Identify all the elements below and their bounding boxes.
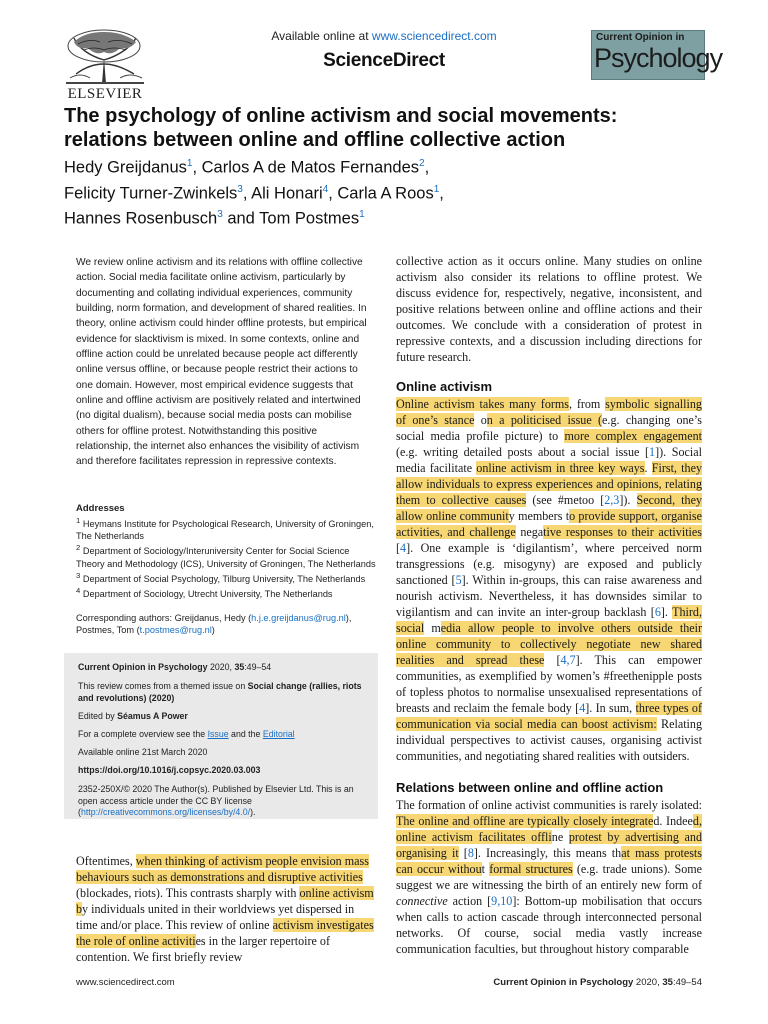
sciencedirect-title: ScienceDirect [323,50,445,71]
body-text: (see #metoo [ [526,493,605,507]
affiliation-mark[interactable]: 3 [237,183,243,195]
author-separator: , [192,158,202,177]
author-line-1 [64,153,724,179]
themed-issue [78,681,372,704]
body-text: ]. In sum, [585,701,636,715]
issue-link[interactable]: Issue [207,729,229,739]
corr-suffix: ) [211,625,215,636]
body-text: d. Indee [653,814,693,828]
journal-name: Current Opinion in Psychology [78,662,208,672]
body-text: y members t [508,509,570,523]
citation-link[interactable]: 8 [467,846,474,860]
citation-link[interactable]: 4,7 [560,653,576,667]
addresses-heading: Addresses [76,503,125,514]
highlighted-text: Second, they allow online communit [396,493,702,523]
body-text: y individuals united in their worldviews yet dispersed in time and/or place. This review of online [76,902,355,932]
footer-website[interactable]: www.sciencedirect.com [76,977,175,988]
doi-link[interactable]: https://doi.org/10.1016/j.copsyc.2020.03.003 [78,765,261,775]
citation-link[interactable]: 9,10 [491,894,513,908]
citation-link[interactable]: 4 [579,701,586,715]
edited-by [78,711,372,723]
author-name[interactable]: Tom Postmes [259,209,360,228]
footer-pages: :49–54 [672,977,702,988]
body-text: Relating individual perspectives to activist causes, organising activist communities, and negotiating shared realities with outsiders. [396,717,703,763]
highlighted-text: eople envision mass behaviours such as demonstrations and disruptive activities [76,854,369,884]
footer-year: 2020, [633,977,663,988]
affiliation-mark[interactable]: 1 [433,183,440,195]
overview-line [78,729,372,741]
body-text: m [424,621,441,635]
edited-prefix: Edited by [78,711,118,721]
address-text: Department of Social Psychology, Tilburg University, The Netherlands [82,574,366,584]
author-line-3 [64,204,724,230]
body-text: (blockades, riots). This contrasts sharply with [76,886,300,900]
journal-year: 2020, [207,662,235,672]
email-link-greijdanus[interactable]: h.j.e.greijdanus@rug.nl [251,613,346,623]
available-date: Available online 21st March 2020 [78,747,208,757]
highlighted-text: three types of communication via social media can boost activism: [396,701,702,731]
highlighted-text: o provide support, organise activities, and challenge [396,509,702,539]
address-mark: 1 [76,516,81,525]
highlighted-text: at mass protests can occur withou [396,846,702,876]
email-link-postmes[interactable]: t.postmes@rug.nl [139,625,212,636]
body-text: ]: Bottom-up mobilisation that occurs when calls to action cascade through interconnected personal networks. Of course, social media vastly increase communication faculties, but throughout history comparable [396,894,702,956]
overview-prefix: For a complete overview see the [78,729,208,739]
footer-citation [440,977,702,988]
journal-volume: 35 [234,662,245,672]
author-name[interactable]: Hedy Greijdanus [64,158,187,177]
license-text [78,784,372,819]
body-text: es in the larger repertoire of contention. We first briefly review [76,934,330,964]
body-text: The formation of online activist communities is rarely isolated: [396,798,702,812]
body-text: ]. One example is ‘digilantism’, where perceived norm transgressions (e.g. misogyny) are exposed and publicly sanctioned [ [396,541,702,587]
highlighted-text: when thinking of activism p [135,854,272,868]
body-text: t [481,862,490,876]
themed-title: Social change (rallies, riots and revolutions) (2020) [78,681,362,703]
license-suffix: ). [250,807,256,818]
article-info-box [64,653,378,819]
address-text: Department of Sociology, Utrecht University, The Netherlands [82,589,333,600]
publisher-name: ELSEVIER [67,86,143,102]
journal-logo-line2: Psychology [594,43,723,73]
journal-pages: :49–54 [244,662,272,672]
address-mark: 3 [76,570,81,580]
address-mark: 4 [76,586,81,596]
overview-and: and the [228,729,263,739]
title-line2: relations between online and offline collective action [64,129,566,151]
body-text: ]). Social media facilitate [396,445,702,475]
highlighted-text: edia allow people to involve others outside their online community to collectively negotiate new shared realities and spread these [396,621,702,667]
affiliation-mark[interactable]: 1 [359,209,365,220]
highlighted-text: activism investigates the role of online activiti [76,918,374,948]
editorial-link[interactable]: Editorial [262,729,295,739]
body-text: ]. This can empower communities, as exemplified by women’s #freethenipple posts of topless photos to normalise unsexualised representations of breasts and reclaim the female body [ [396,653,702,715]
affiliation-mark[interactable]: 4 [322,183,329,195]
highlighted-text: symbolic signalling of one’s stance [396,397,702,427]
author-name[interactable]: Hannes Rosenbusch [64,209,218,228]
affiliation-mark[interactable]: 3 [217,209,223,220]
citation-link[interactable]: 4 [400,541,407,555]
body-text: nega [515,525,544,539]
body-text: Oftentimes, [76,854,136,868]
address-text: Department of Sociology/Interuniversity Center for Social Science Theory and Methodology (ICS), University of Groningen, The Netherlands [76,546,376,569]
highlighted-text: The online and offline are typically closely integrate [396,814,654,828]
body-text: e.g. changing one’s social media profile picture) to [396,413,702,443]
themed-prefix: This review comes from a themed issue on [78,681,248,691]
section-heading-online-activism: Online activism [396,379,493,394]
affiliation-mark[interactable]: 2 [419,158,425,169]
citation-link[interactable]: 6 [654,605,661,619]
citation-link[interactable]: 2,3 [604,493,620,507]
footer-journal: Current Opinion in Psychology [493,977,634,988]
addresses-list [76,515,376,600]
corresponding-authors [76,612,376,636]
right-column [396,253,702,957]
author-name[interactable]: Carla A Roos [337,184,434,202]
address-item [76,570,376,585]
corr-prefix: Corresponding authors: Greijdanus, Hedy ( [76,613,252,623]
address-mark: 2 [76,543,81,553]
author-separator: , [328,184,338,202]
highlighted-text: Third, social [396,605,702,635]
article-title [64,104,724,152]
footer-volume: 35 [662,977,673,988]
body-text: connective [396,894,448,908]
highlighted-text: online activism b [76,886,374,916]
license-link[interactable]: http://creativecommons.org/licenses/by/4.0/ [80,807,251,818]
available-prefix: Available online at [271,29,372,43]
highlighted-text: formal structures [489,862,573,876]
body-text: (e.g. trade unions). Some suggest we are witnessing the birth of an entirely new form of [396,862,703,892]
body-text: action [ [447,894,492,908]
body-text: ]. [660,605,673,619]
intro-paragraph [76,853,378,965]
highlighted-text: more complex engagement [564,429,702,443]
address-text: Heymans Institute for Psychological Research, University of Groningen, The Netherlands [76,519,374,542]
author-name[interactable]: Carlos A de Matos Fernandes [201,158,420,177]
highlighted-text: Online activism takes many forms [396,397,570,411]
abstract: We review online activism and its relations with offline collective action. Social media facilitate online activism, particularly by documenting and collating individual experiences, community building, norm formation, and development of shared realities. In theory, online activism could hinder offline protests, but empirical evidence for slacktivism is mixed. In some contexts, online and offline action could be unrelated because people act differently online versus offline, or because people restrict their actions to one domain. However, most empirical evidence suggests that online and offline activism are positively related and intertwined (no digital dualism), because social media posts can mobilise others for offline protest. Notwithstanding this positive relationship, the internet also enhances the visibility of activism and therefore facilitates repression in repressive contexts. [76,257,367,468]
author-separator: and [222,209,260,228]
body-text: [ [458,846,468,860]
author-separator: , [424,158,430,177]
section-heading-relations: Relations between online and offline action [396,780,664,795]
body-text: , from [569,397,606,411]
body-text: ne [551,830,569,844]
body-text: collective action as it occurs online. Many studies on online activism also consider its relations to offline protest. We discuss evidence for, respectively, negative, inconsistent, and positive relations between online and offline actions and their outcomes. We conclude with a consideration of protest in repressive contexts, and a discussion including directions for future research. [396,254,702,364]
body-text: ]. Within in-groups, this can raise awareness and nourish activism. Nevertheless, it has downsides similar to vigilantism and can invite an inter-group backlash [ [396,573,702,619]
author-list [64,153,724,230]
author-separator: , [242,184,252,202]
corr-mid: ), Postmes, Tom ( [76,613,352,636]
highlighted-text: First, they allow individuals to express experiences and opinions, relating them to collective causes [396,461,702,507]
author-name[interactable]: Ali Honari [251,184,323,202]
body-text: . [644,461,652,475]
highlighted-text: online activism in three key ways [476,461,645,475]
highlighted-text: d, online activism facilitates offli [396,814,702,844]
body-text: [ [396,541,401,555]
section-body-relations [396,797,702,957]
address-item [76,542,376,569]
intro-continuation [396,253,702,365]
journal-logo-line1: Current Opinion in [596,32,685,43]
author-line-2 [64,179,724,205]
journal-citation [78,662,372,674]
body-text: ]). [619,493,637,507]
author-separator: , [439,184,444,202]
body-text: o [474,413,487,427]
body-text: [ [544,653,561,667]
body-text: (e.g. writing detailed posts about a social issue [ [396,445,650,459]
sciencedirect-link[interactable]: www.sciencedirect.com [371,29,497,43]
journal-logo [591,30,723,80]
citation-link[interactable]: 5 [455,573,462,587]
affiliation-mark[interactable]: 1 [186,158,193,169]
address-item [76,515,376,542]
highlighted-text: tive responses to their activities [543,525,702,539]
title-line1: The psychology of online activism and social movements: [64,105,618,127]
editor-name: Séamus A Power [117,711,188,721]
highlighted-text: n a politicised issue ( [486,413,603,427]
author-name[interactable]: Felicity Turner-Zwinkels [64,184,238,202]
address-item [76,585,376,600]
license-prefix: 2352-250X/© 2020 The Author(s). Published by Elsevier Ltd. This is an open access article under the CC BY license ( [78,784,354,818]
section-body-online-activism [396,396,702,764]
highlighted-text: protest by advertising and organising it [396,830,702,860]
citation-link[interactable]: 1 [649,445,656,459]
body-text: ]. Increasingly, this means th [473,846,622,860]
